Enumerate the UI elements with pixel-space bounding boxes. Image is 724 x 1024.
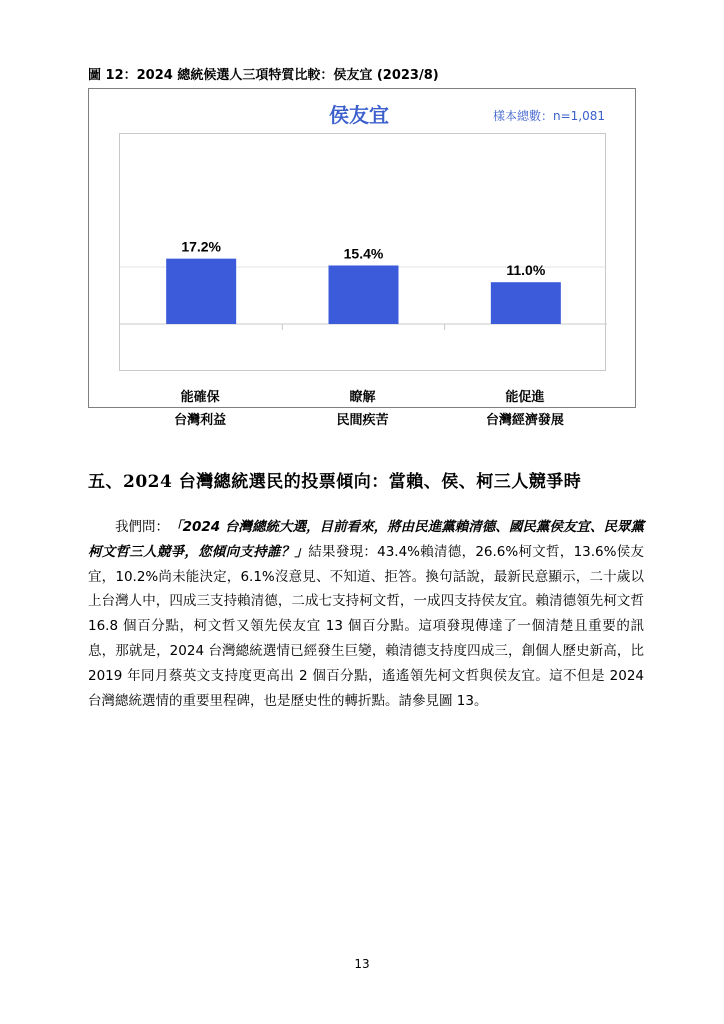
section-heading: 五、2024 台灣總統選民的投票傾向：當賴、侯、柯三人競爭時 [88,472,582,492]
x-label-line: 瞭解 [349,390,376,405]
x-label-line: 台灣利益 [174,413,227,428]
x-label-line: 能確保 [180,390,220,405]
chart-frame [88,88,636,428]
data-label: 11.0% [506,262,546,279]
x-label-3 [455,386,595,432]
x-label-line: 能促進 [505,390,545,405]
x-label-1 [130,386,270,432]
bar [491,282,561,324]
x-label-2 [293,386,433,432]
bar [329,265,399,324]
chart-title: 侯友宜 [329,103,389,127]
x-label-line: 台灣經濟發展 [485,413,564,428]
plot-area [119,133,606,371]
bar [166,259,236,324]
survey-question: 「2024 台灣總統大選，目前看來，將由民進黨賴清德、國民黨侯友宜、民眾黨柯文哲三人競爭，您傾向支持誰？」 [88,519,645,560]
x-label-line: 民間疾苦 [336,413,389,428]
bar-chart [120,134,607,372]
data-label: 15.4% [343,245,384,262]
data-label: 17.2% [181,238,222,255]
figure-caption: 圖 12：2024 總統候選人三項特質比較：侯友宜 (2023/8) [88,68,439,83]
page-number: 13 [354,957,370,971]
sample-size-note: 樣本總數：n=1,081 [492,109,605,123]
para-findings: 結果發現：43.4%賴清德，26.6%柯文哲，13.6%侯友宜，10.2%尚未能決定，6.1%沒意見、不知道、拒答。換句話說，最新民意顯示，二十歲以上台灣人中，四成三支持賴清德，二成七支持柯文哲，一成四支持侯友宜。賴清德領先柯文哲 16.8 個百分點，柯文哲又領先侯友宜 13 個百分點。這項發現傳達了一個清楚且重要的訊息，那就是，2024 台灣總統選情已經發生巨變，賴清德支持度四成三，創個人歷史新高，比 2019 年同月蔡英文支持度更高出 2 個百分點，遙遙領先柯文哲與侯友宜。這不但是 2024 台灣總統選情的重要里程碑，也是歷史性的轉折點。請參見圖 13。 [88,543,644,709]
para-lead: 我們問： [115,519,170,535]
body-paragraph [88,515,644,713]
